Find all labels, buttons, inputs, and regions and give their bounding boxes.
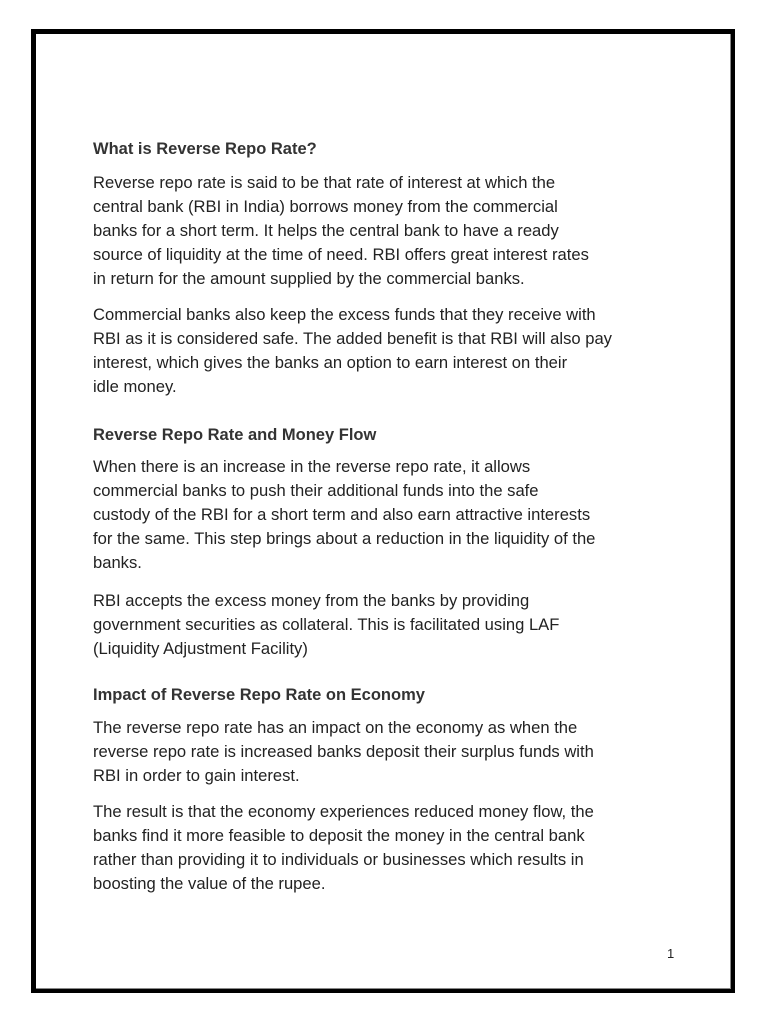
paragraph-line: (Liquidity Adjustment Facility): [93, 639, 308, 658]
paragraph-line: for the same. This step brings about a reduction in the liquidity of the: [93, 529, 596, 548]
paragraph-line: in return for the amount supplied by the commercial banks.: [93, 269, 525, 288]
paragraph: [93, 800, 594, 896]
paragraph-line: banks.: [93, 553, 142, 572]
paragraph: [93, 716, 594, 788]
paragraph-line: rather than providing it to individuals or businesses which results in: [93, 850, 584, 869]
paragraph-line: RBI accepts the excess money from the banks by providing: [93, 591, 530, 610]
paragraph-line: Commercial banks also keep the excess funds that they receive with: [93, 305, 596, 324]
paragraph-line: interest, which gives the banks an option to earn interest on their: [93, 353, 568, 372]
paragraph-line: The result is that the economy experiences reduced money flow, the: [93, 802, 594, 821]
paragraph-line: The reverse repo rate has an impact on the economy as when the: [93, 718, 578, 737]
section-heading: Impact of Reverse Repo Rate on Economy: [93, 686, 425, 704]
paragraph-line: RBI in order to gain interest.: [93, 766, 300, 785]
paragraph-line: banks find it more feasible to deposit the money in the central bank: [93, 826, 585, 845]
paragraph-line: source of liquidity at the time of need. RBI offers great interest rates: [93, 245, 589, 264]
paragraph-line: government securities as collateral. This is facilitated using LAF: [93, 615, 560, 634]
paragraph-line: banks for a short term. It helps the central bank to have a ready: [93, 221, 559, 240]
paragraph: [93, 171, 589, 291]
section-heading: Reverse Repo Rate and Money Flow: [93, 426, 377, 444]
paragraph-line: boosting the value of the rupee.: [93, 874, 326, 893]
paragraph-line: reverse repo rate is increased banks deposit their surplus funds with: [93, 742, 594, 761]
page-number: 1: [667, 946, 675, 961]
paragraph: [93, 303, 612, 399]
paragraph: [93, 589, 559, 661]
paragraph-line: Reverse repo rate is said to be that rate of interest at which the: [93, 173, 556, 192]
paragraph-line: RBI as it is considered safe. The added benefit is that RBI will also pay: [93, 329, 612, 348]
section-heading: What is Reverse Repo Rate?: [93, 140, 317, 158]
paragraph-line: idle money.: [93, 377, 177, 396]
paragraph: [93, 455, 595, 575]
paragraph-line: custody of the RBI for a short term and also earn attractive interests: [93, 505, 591, 524]
paragraph-line: When there is an increase in the reverse repo rate, it allows: [93, 457, 531, 476]
paragraph-line: commercial banks to push their additional funds into the safe: [93, 481, 539, 500]
paragraph-line: central bank (RBI in India) borrows money from the commercial: [93, 197, 558, 216]
